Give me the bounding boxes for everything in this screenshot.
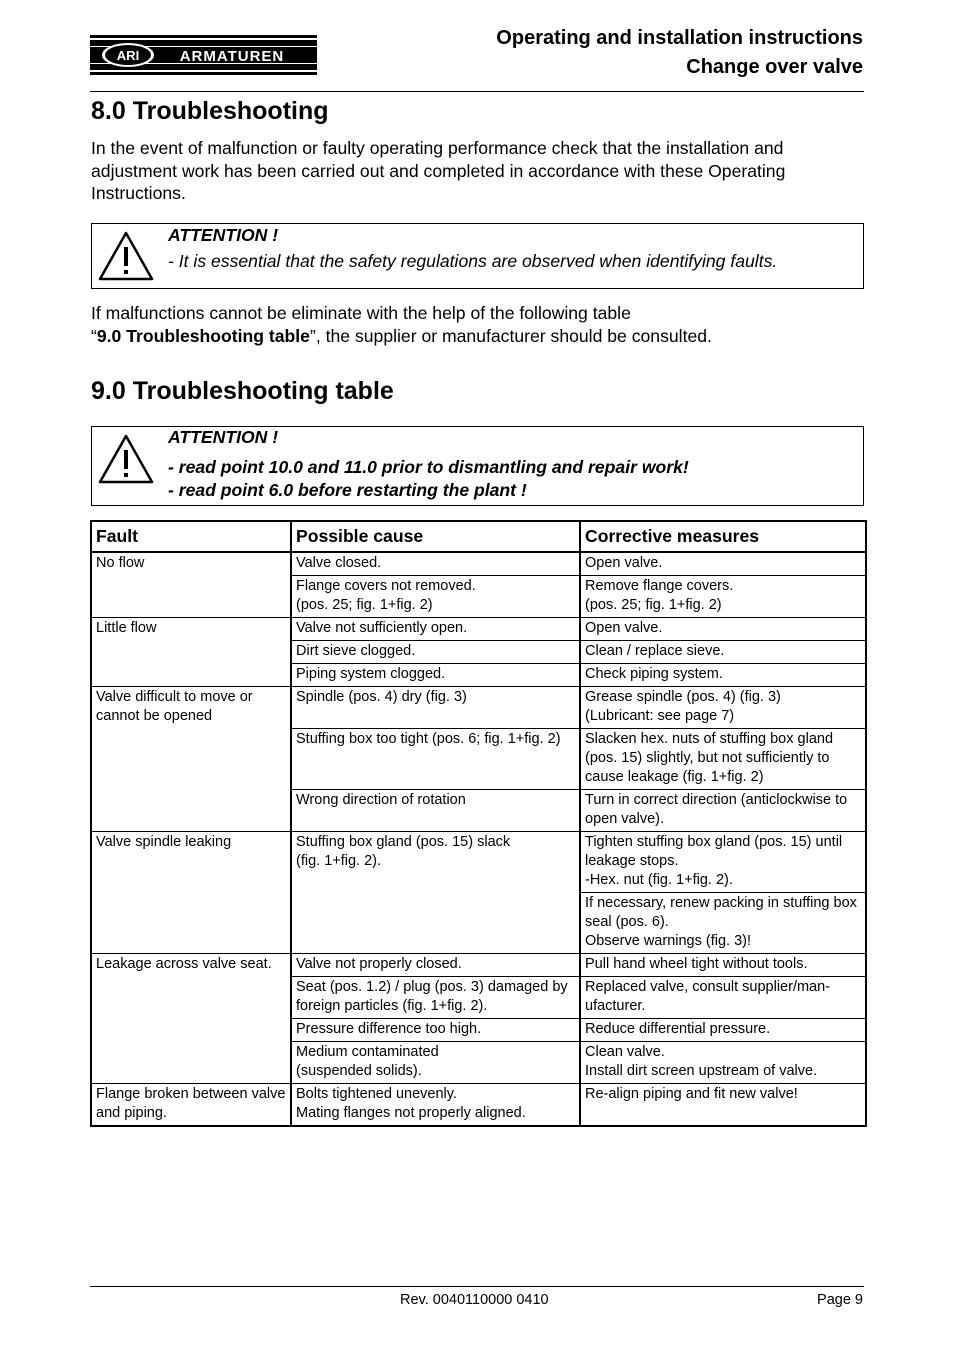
footer-divider: [90, 1286, 864, 1287]
document-subtitle: Change over valve: [686, 56, 863, 78]
cause-cell: Piping system clogged.: [291, 664, 580, 687]
measure-cell: Reduce differential pressure.: [580, 1019, 866, 1042]
attention-title: ATTENTION !: [168, 225, 279, 245]
measure-cell: Open valve.: [580, 618, 866, 641]
measure-cell: Clean valve. Install dirt screen upstream of valve.: [580, 1042, 866, 1084]
table-header-row: [91, 521, 866, 552]
cause-cell: Valve not sufficiently open.: [291, 618, 580, 641]
warning-triangle-icon: [97, 433, 155, 485]
cause-cell: Stuffing box too tight (pos. 6; fig. 1+fig. 2): [291, 729, 580, 790]
measure-cell: Remove flange covers. (pos. 25; fig. 1+fig. 2): [580, 576, 866, 618]
cause-cell: Wrong direction of rotation: [291, 790, 580, 832]
section-heading-troubleshooting-table: 9.0 Troubleshooting table: [91, 377, 394, 405]
column-header-measures: Corrective measures: [580, 521, 866, 552]
attention-line: - read point 6.0 before restarting the plant !: [168, 480, 527, 500]
measure-cell: Grease spindle (pos. 4) (fig. 3) (Lubricant: see page 7): [580, 687, 866, 729]
cause-cell: Pressure difference too high.: [291, 1019, 580, 1042]
attention-box: [91, 426, 864, 506]
section-heading-troubleshooting: 8.0 Troubleshooting: [91, 97, 329, 125]
fault-cell: Valve spindle leaking: [91, 832, 291, 954]
fault-cell: Valve difficult to move or cannot be opened: [91, 687, 291, 832]
table-row: [91, 1084, 866, 1127]
fault-cell: Little flow: [91, 618, 291, 687]
malfunction-text: If malfunctions cannot be eliminate with the help of the following table: [91, 303, 631, 323]
cause-cell: Valve closed.: [291, 552, 580, 576]
table-row: [91, 954, 866, 977]
attention-text: - It is essential that the safety regulations are observed when identifying faults.: [168, 251, 778, 271]
malfunction-text-end: ”, the supplier or manufacturer should be consulted.: [309, 325, 712, 346]
cause-cell: Dirt sieve clogged.: [291, 641, 580, 664]
cause-cell: Medium contaminated (suspended solids).: [291, 1042, 580, 1084]
svg-text:ARI: ARI: [116, 48, 140, 63]
ari-armaturen-logo: [90, 35, 317, 75]
table-row: [91, 618, 866, 641]
measure-cell: Pull hand wheel tight without tools.: [580, 954, 866, 977]
measure-cell: Check piping system.: [580, 664, 866, 687]
measure-cell: Turn in correct direction (anticlockwise to open valve).: [580, 790, 866, 832]
fault-cell: Flange broken between valve and piping.: [91, 1084, 291, 1127]
troubleshooting-table: [90, 520, 867, 1127]
cause-cell: Seat (pos. 1.2) / plug (pos. 3) damaged by foreign particles (fig. 1+fig. 2).: [291, 977, 580, 1019]
cause-cell: Bolts tightened unevenly. Mating flanges not properly aligned.: [291, 1084, 580, 1127]
column-header-fault: Fault: [91, 521, 291, 552]
cause-cell: Spindle (pos. 4) dry (fig. 3): [291, 687, 580, 729]
table-reference: 9.0 Troubleshooting table: [96, 325, 310, 346]
intro-paragraph: In the event of malfunction or faulty operating performance check that the installation and adjustment work has been carried out and completed in accordance with these Operating Instructions.: [91, 138, 786, 203]
attention-box: [91, 223, 864, 289]
table-row: [91, 687, 866, 729]
quote-open: “: [91, 325, 97, 346]
attention-line: - read point 10.0 and 11.0 prior to dismantling and repair work!: [168, 457, 689, 477]
fault-cell: Leakage across valve seat.: [91, 954, 291, 1084]
attention-title: ATTENTION !: [168, 427, 279, 447]
svg-text:ARMATUREN: ARMATUREN: [179, 48, 285, 65]
revision-number: Rev. 0040110000 0410: [400, 1292, 549, 1308]
fault-cell: No flow: [91, 552, 291, 618]
cause-cell: Valve not properly closed.: [291, 954, 580, 977]
table-row: [91, 552, 866, 576]
measure-cell: Tighten stuffing box gland (pos. 15) until leakage stops. -Hex. nut (fig. 1+fig. 2).: [580, 832, 866, 893]
malfunction-paragraph: [91, 302, 866, 347]
cause-cell: Flange covers not removed. (pos. 25; fig. 1+fig. 2): [291, 576, 580, 618]
header-divider: [90, 91, 864, 92]
column-header-cause: Possible cause: [291, 521, 580, 552]
table-row: [91, 832, 866, 893]
measure-cell: Slacken hex. nuts of stuffing box gland (pos. 15) slightly, but not sufficiently to cause leakage (fig. 1+fig. 2): [580, 729, 866, 790]
measure-cell: Replaced valve, consult supplier/man-ufacturer.: [580, 977, 866, 1019]
page-number: Page 9: [817, 1292, 863, 1308]
measure-cell: If necessary, renew packing in stuffing box seal (pos. 6). Observe warnings (fig. 3)!: [580, 893, 866, 954]
measure-cell: Re-align piping and fit new valve!: [580, 1084, 866, 1127]
measure-cell: Clean / replace sieve.: [580, 641, 866, 664]
warning-triangle-icon: [97, 230, 155, 282]
cause-cell: Stuffing box gland (pos. 15) slack (fig. 1+fig. 2).: [291, 832, 580, 954]
measure-cell: Open valve.: [580, 552, 866, 576]
document-title: Operating and installation instructions: [496, 27, 863, 49]
